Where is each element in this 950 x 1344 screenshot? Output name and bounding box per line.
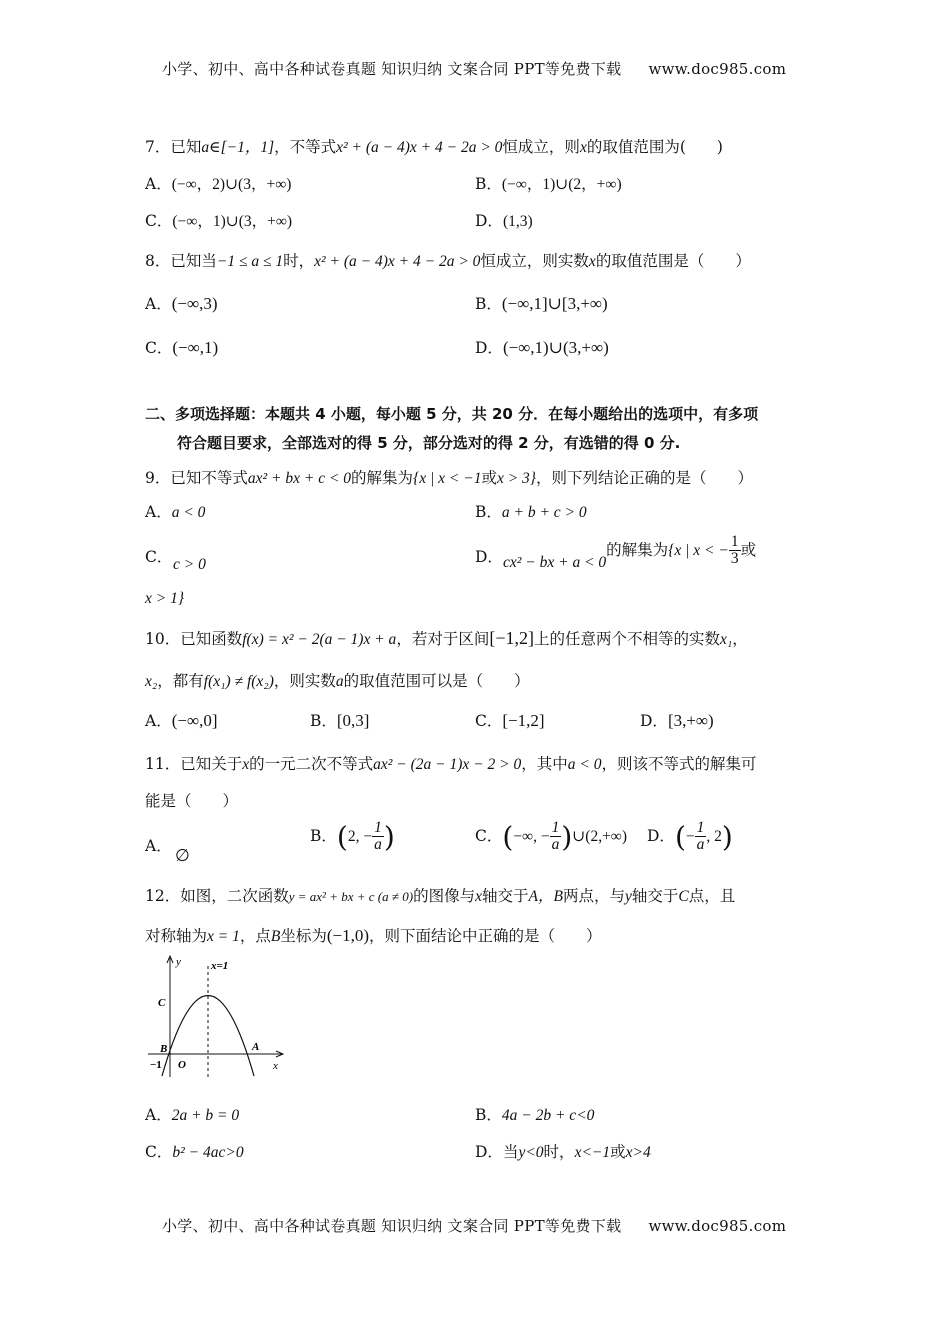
graph-label-a: A — [252, 1041, 260, 1053]
option-expr: (−∞,1) — [172, 338, 219, 357]
q9-option-c-label: C． — [145, 548, 173, 566]
q10-option-d — [640, 709, 714, 731]
q11-number: 11．已知关于 — [145, 755, 243, 773]
paren-right: ) — [721, 820, 733, 854]
q10-number: 10．已知函数 — [145, 630, 243, 648]
q11-text: ，其中 — [521, 755, 568, 773]
option-expr: [−1,2] — [502, 711, 545, 730]
q12-text: 的图像与 — [413, 887, 476, 905]
fraction-den: a — [696, 836, 705, 854]
option-label: A． — [145, 1106, 172, 1124]
graph-label-axis: x=1 — [211, 960, 229, 972]
q11-text: ，则该不等式的解集可 — [601, 755, 757, 773]
q9-number: 9．已知不等式 — [145, 469, 248, 487]
q12-b: B — [270, 928, 281, 945]
q7-number: 7．已知 — [145, 138, 202, 156]
option-expr: 2, − — [347, 827, 373, 845]
q12-text: 对称轴为 — [145, 927, 208, 945]
q8-inequality: x² + (a − 4)x + 4 − 2a > 0 — [314, 253, 481, 270]
q9-option-d-label: D． — [475, 548, 503, 566]
option-expr: (−∞，2)∪(3，+∞) — [171, 176, 292, 193]
option-expr: −∞, − — [513, 827, 550, 845]
q8-option-c — [145, 336, 218, 358]
option-expr: b² − 4ac>0 — [172, 1144, 244, 1161]
option-expr: (−∞,0] — [171, 711, 218, 730]
paren-right: ) — [561, 820, 573, 854]
q10-option-b — [310, 709, 369, 731]
option-label: B． — [475, 1106, 502, 1124]
q8-option-a — [145, 292, 217, 314]
q12-axis: x = 1 — [207, 928, 240, 945]
q11-option-b — [310, 820, 395, 854]
q12-c: C — [678, 888, 689, 905]
option-label: C． — [475, 826, 503, 845]
q12-text: ，点 — [239, 927, 271, 945]
footer-text: 小学、初中、高中各种试卷真题 知识归纳 文案合同 PPT等免费下载 — [162, 1217, 622, 1235]
q7-variable: x — [579, 139, 587, 156]
option-label: A． — [145, 712, 172, 730]
q8-text: 恒成立，则实数 — [480, 252, 589, 270]
q9-option-d-tail: x > 1} — [145, 590, 185, 607]
question-8 — [145, 249, 751, 271]
option-expr: − — [685, 827, 695, 845]
parabola-graph — [140, 952, 290, 1087]
option-text: 的解集为 — [606, 540, 669, 559]
graph-label-x: x — [273, 1060, 278, 1072]
q8-option-b — [475, 292, 608, 314]
graph-label-neg1: −1 — [150, 1059, 162, 1071]
option-label: D． — [475, 1143, 503, 1161]
q9-option-a — [145, 500, 205, 522]
q11-variable: x — [242, 756, 250, 773]
q8-text: 的取值范围是（ ） — [595, 252, 751, 270]
q9-text: ，则下列结论正确的是（ ） — [536, 469, 754, 487]
q10-function: f(x) = x² − 2(a − 1)x + a — [242, 631, 397, 648]
option-text: 或 — [610, 1143, 626, 1161]
q9-text: 的解集为 — [351, 469, 414, 487]
q12-option-d — [475, 1140, 651, 1162]
page-header — [162, 58, 786, 79]
option-expr: (−∞，1)∪(3，+∞) — [172, 213, 293, 230]
q10-text: ， — [732, 630, 748, 648]
q12-x: x — [475, 888, 482, 905]
q8-text: 时， — [283, 252, 315, 270]
q8-condition: −1 ≤ a ≤ 1 — [216, 253, 284, 270]
q10-interval: [−1,2] — [489, 628, 534, 648]
fraction — [695, 820, 707, 854]
option-expr: (1,3) — [502, 213, 533, 230]
q12-points: A，B — [528, 888, 563, 905]
graph-label-y: y — [176, 956, 181, 968]
option-label: A． — [145, 503, 172, 521]
fraction-one-third — [729, 534, 741, 568]
paren-right: ) — [383, 820, 395, 854]
q9-set: x > 3} — [496, 470, 537, 487]
q10-text: ，若对于区间 — [396, 630, 490, 648]
q10-condition: f(x₁) ≠ f(x₂) — [203, 673, 274, 690]
q10-text: 的取值范围可以是（ ） — [343, 672, 530, 690]
q11-option-a-label: A． — [145, 837, 172, 855]
graph-label-b: B — [160, 1043, 168, 1055]
q12-text: 轴交于 — [631, 887, 679, 905]
q10-x1: x₁ — [719, 631, 733, 648]
option-expr: [0,3] — [336, 711, 370, 730]
q9-option-d — [503, 533, 757, 571]
q12-text: 两点，与 — [562, 887, 625, 905]
q10-option-a — [145, 709, 217, 731]
q12-y: y — [624, 888, 632, 905]
q10-text: ，则实数 — [273, 672, 336, 690]
question-7 — [145, 135, 723, 157]
option-label: B． — [475, 295, 502, 313]
section-2-title: 二、多项选择题：本题共 4 小题，每小题 5 分，共 20 分．在每小题给出的选项中，有多项 — [145, 405, 759, 423]
q12-text: 轴交于 — [481, 887, 529, 905]
fraction-den: a — [374, 836, 382, 854]
graph-label-c: C — [158, 997, 166, 1009]
q9-option-c-expr: c > 0 — [173, 556, 206, 573]
option-label: C． — [145, 1143, 173, 1161]
q9-option-b — [475, 500, 587, 522]
paren-left: ( — [336, 820, 348, 854]
question-9 — [145, 466, 753, 488]
option-expr: cx² − bx + a < 0 — [503, 553, 607, 571]
option-label: B． — [310, 826, 337, 845]
q8-number: 8．已知当 — [145, 252, 217, 270]
option-text: 当 — [502, 1143, 519, 1161]
option-expr: x>4 — [625, 1144, 651, 1161]
fraction — [550, 820, 562, 854]
option-label: D． — [475, 212, 503, 230]
option-expr: (−∞,3) — [171, 294, 218, 313]
q9-text: 或 — [481, 469, 497, 487]
fraction-num: 1 — [696, 819, 705, 836]
option-label: C． — [145, 339, 173, 357]
q10-x2: x₂ — [145, 673, 158, 690]
q7-condition: a∈[−1，1] — [201, 139, 275, 156]
option-label: D． — [647, 826, 675, 845]
q7-text: ，不等式 — [274, 138, 337, 156]
option-label: D． — [475, 339, 503, 357]
q12-option-a — [145, 1103, 239, 1125]
paren-left: ( — [502, 820, 514, 854]
header-url: www.doc985.com — [648, 60, 787, 78]
option-text: 或 — [740, 540, 757, 559]
fraction-den: a — [551, 836, 560, 854]
option-label: C． — [145, 212, 173, 230]
option-expr: 2a + b = 0 — [171, 1107, 240, 1124]
q8-option-d — [475, 336, 609, 358]
q11-text: 的一元二次不等式 — [249, 755, 374, 773]
option-expr: a + b + c > 0 — [501, 504, 587, 521]
section-2-instructions: 符合题目要求，全部选对的得 5 分，部分选对的得 2 分，有选错的得 0 分. — [177, 434, 681, 452]
q10-text: 上的任意两个不相等的实数 — [533, 630, 720, 648]
q11-option-d — [647, 820, 733, 854]
q12-number: 12．如图，二次函数 — [145, 887, 289, 905]
option-label: B． — [475, 175, 502, 193]
page-footer — [162, 1215, 786, 1236]
option-label: A． — [145, 175, 172, 193]
q7-text: 恒成立，则 — [502, 138, 580, 156]
question-12 — [145, 884, 735, 906]
q7-option-b — [475, 172, 622, 194]
option-label: B． — [475, 503, 502, 521]
q7-option-d — [475, 209, 533, 231]
q12-option-c — [145, 1140, 244, 1162]
option-expr: (−∞,1)∪(3,+∞) — [502, 338, 609, 357]
fraction-den: 3 — [730, 550, 739, 568]
q12-coord: (−1,0) — [326, 926, 370, 945]
option-label: D． — [640, 712, 668, 730]
option-label: C． — [475, 712, 503, 730]
option-expr: a < 0 — [171, 504, 206, 521]
q11-option-c — [475, 820, 627, 854]
q8-variable: x — [588, 253, 596, 270]
header-text: 小学、初中、高中各种试卷真题 知识归纳 文案合同 PPT等免费下载 — [162, 60, 622, 78]
option-expr: (−∞,1]∪[3,+∞) — [501, 294, 608, 313]
question-10-line2 — [145, 669, 530, 691]
q11-condition: a < 0 — [567, 756, 602, 773]
option-expr: x<−1 — [574, 1144, 611, 1161]
option-expr: 4a − 2b + c<0 — [501, 1107, 595, 1124]
question-11-line2: 能是（ ） — [145, 792, 239, 810]
option-expr: [3,+∞) — [667, 711, 714, 730]
paren-left: ( — [674, 820, 686, 854]
q12-text: ，则下面结论中正确的是（ ） — [369, 927, 602, 945]
option-label: B． — [310, 712, 337, 730]
q9-inequality: ax² + bx + c < 0 — [247, 470, 352, 487]
option-label: A． — [145, 295, 172, 313]
question-12-line2 — [145, 924, 602, 946]
q7-inequality: x² + (a − 4)x + 4 − 2a > 0 — [336, 139, 503, 156]
q7-option-a — [145, 172, 291, 194]
q11-option-a-expr: ∅ — [175, 846, 190, 865]
option-text: 时， — [543, 1143, 575, 1161]
q12-function: y = ax² + bx + c (a ≠ 0) — [288, 889, 414, 904]
q10-variable: a — [335, 673, 344, 690]
fraction-num: 1 — [730, 533, 739, 550]
option-expr: y<0 — [518, 1144, 544, 1161]
fraction-num: 1 — [551, 819, 560, 836]
q12-text: 坐标为 — [280, 927, 327, 945]
fraction — [372, 820, 384, 854]
q10-text: ，都有 — [157, 672, 204, 690]
option-expr: (−∞，1)∪(2，+∞) — [501, 176, 622, 193]
graph-label-o: O — [178, 1059, 186, 1071]
question-10 — [145, 627, 748, 649]
q7-text: 的取值范围为( ) — [586, 138, 723, 156]
q12-text: 点，且 — [688, 887, 736, 905]
q10-option-c — [475, 709, 545, 731]
q7-option-c — [145, 209, 292, 231]
fraction-num: 1 — [374, 819, 382, 836]
option-expr: , 2 — [706, 827, 722, 845]
footer-url: www.doc985.com — [648, 1217, 787, 1235]
option-set: {x | x < − — [668, 541, 729, 559]
q11-inequality: ax² − (2a − 1)x − 2 > 0 — [373, 756, 522, 773]
q9-set: {x | x < −1 — [413, 470, 482, 487]
question-11 — [145, 752, 756, 774]
q12-option-b — [475, 1103, 594, 1125]
option-expr: ∪(2,+∞) — [572, 827, 628, 845]
